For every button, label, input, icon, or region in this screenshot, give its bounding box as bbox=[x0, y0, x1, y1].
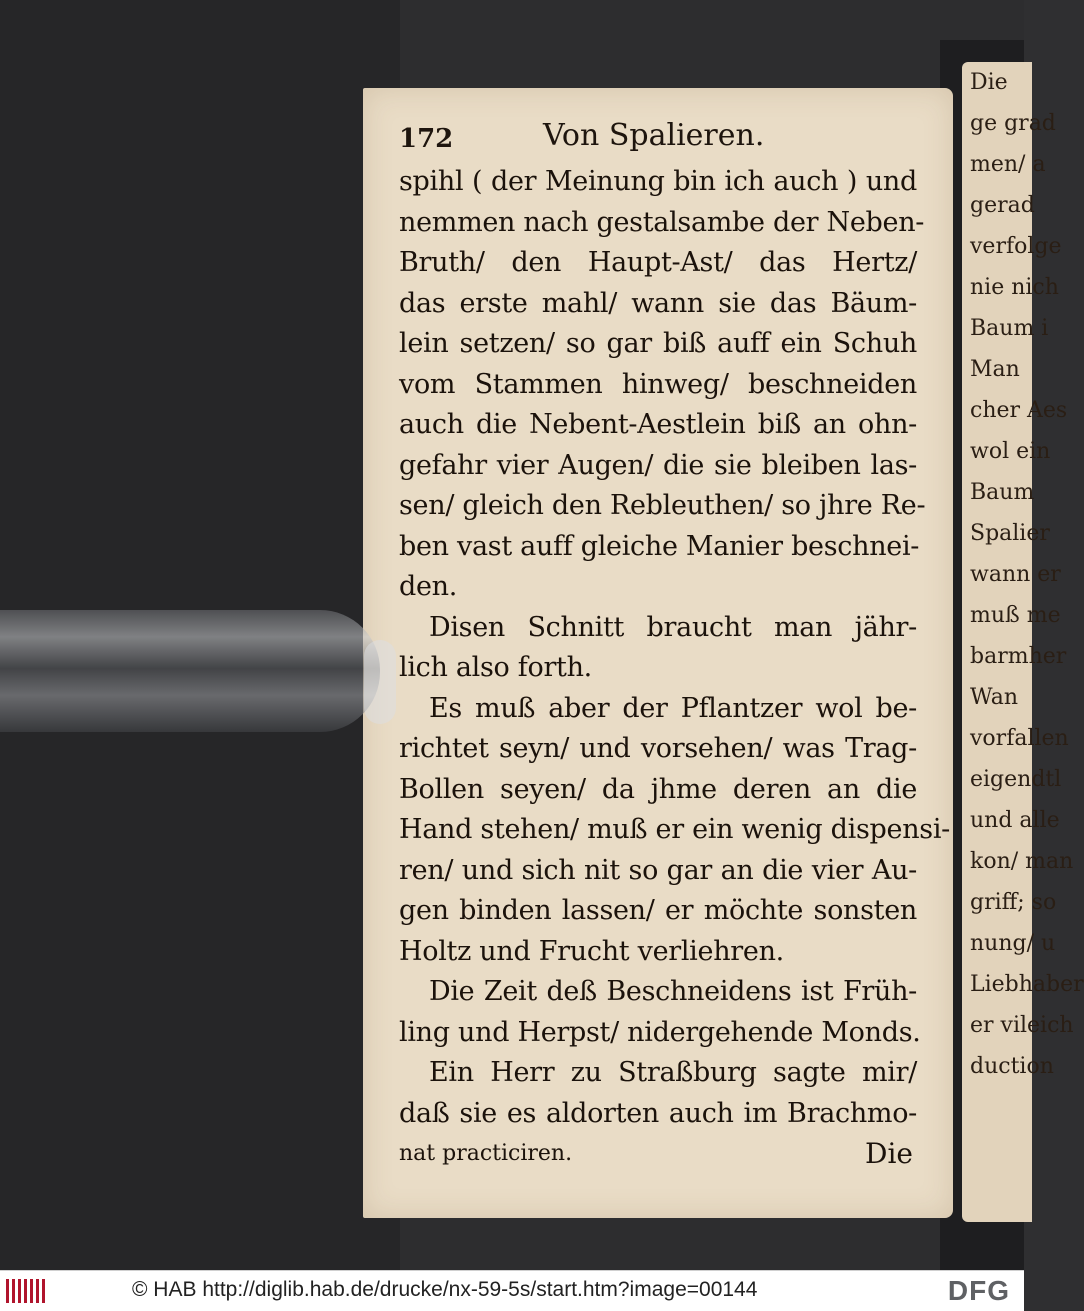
text-line: gen binden lassen/ er möchte sonsten bbox=[399, 895, 917, 926]
text-line: ling und Herpst/ nidergehende Monds. bbox=[399, 1016, 921, 1048]
dfg-logo[interactable]: DFG bbox=[947, 1275, 1010, 1306]
text-line: richtet seyn/ und vorsehen/ was Trag- bbox=[399, 733, 917, 764]
facing-line: und alle bbox=[970, 808, 1060, 833]
facing-line: men/ a bbox=[970, 152, 1046, 177]
text-line: den. bbox=[399, 571, 458, 602]
text-line: gefahr vier Augen/ die sie bleiben las- bbox=[399, 449, 917, 481]
page-number: 172 bbox=[399, 124, 454, 154]
facing-line: verfolge bbox=[970, 234, 1062, 259]
text-line: Bollen seyen/ da jhme deren an die bbox=[399, 773, 917, 805]
text-line: Es muß aber der Pflantzer wol be- bbox=[429, 692, 917, 724]
viewer-footer bbox=[0, 1270, 1024, 1311]
text-line: ren/ und sich nit so gar an die vier Au- bbox=[399, 854, 917, 886]
running-head bbox=[399, 118, 917, 162]
catchword: Die bbox=[865, 1137, 913, 1170]
hab-logo-icon[interactable] bbox=[6, 1279, 46, 1303]
facing-line: cher Aes bbox=[970, 398, 1068, 423]
facing-line: wol ein bbox=[970, 439, 1051, 464]
facing-line: kon/ man bbox=[970, 849, 1074, 874]
text-line: Disen Schnitt braucht man jähr- bbox=[429, 611, 917, 643]
text-line: spihl ( der Meinung bin ich auch ) und bbox=[399, 166, 917, 197]
facing-line: Man bbox=[970, 357, 1020, 382]
catchword-row bbox=[399, 1134, 917, 1174]
text-line: sen/ gleich den Rebleuthen/ so jhre Re- bbox=[399, 490, 926, 521]
page-holder-clip bbox=[0, 610, 380, 732]
facing-line: griff; so bbox=[970, 890, 1057, 915]
facing-line: Baum bbox=[970, 480, 1035, 505]
facing-line: Wan bbox=[970, 685, 1018, 710]
facing-line: muß me bbox=[970, 603, 1061, 628]
text-line: lich also forth. bbox=[399, 652, 592, 683]
running-head-title: Von Spalieren. bbox=[543, 118, 765, 153]
last-line: nat practiciren. bbox=[399, 1141, 573, 1166]
facing-line: duction bbox=[970, 1054, 1054, 1079]
text-line: auch die Nebent-Aestlein biß an ohn- bbox=[399, 409, 917, 440]
facing-line: Spalier bbox=[970, 521, 1050, 546]
text-line: nemmen nach gestalsambe der Neben- bbox=[399, 206, 925, 238]
text-line: Bruth/ den Haupt-Ast/ das Hertz/ bbox=[399, 247, 917, 278]
facing-line: eigendtl bbox=[970, 767, 1062, 792]
facing-line: ge grad bbox=[970, 111, 1056, 136]
facing-line: wann er bbox=[970, 562, 1061, 587]
text-line: das erste mahl/ wann sie das Bäum- bbox=[399, 287, 917, 319]
page-holder-clip-tip bbox=[364, 640, 396, 724]
facing-page bbox=[962, 62, 1084, 1222]
text-line: vom Stammen hinweg/ beschneiden bbox=[399, 368, 917, 400]
facing-line: barmher bbox=[970, 644, 1067, 669]
text-line: Ein Herr zu Straßburg sagte mir/ bbox=[429, 1057, 917, 1088]
facing-line: gerad bbox=[970, 193, 1035, 218]
facing-line: nung/ u bbox=[970, 931, 1056, 956]
facing-line: Die bbox=[970, 70, 1008, 95]
text-line: ben vast auff gleiche Manier beschnei- bbox=[399, 530, 920, 562]
facing-line: nie nich bbox=[970, 275, 1059, 300]
copyright-link[interactable]: © HAB http://diglib.hab.de/drucke/nx-59-5s/start.htm?image=00144 bbox=[132, 1278, 758, 1301]
text-line: Die Zeit deß Beschneidens ist Früh- bbox=[429, 976, 917, 1007]
text-line: lein setzen/ so gar biß auff ein Schuh bbox=[399, 328, 917, 359]
text-line: daß sie es aldorten auch im Brachmo- bbox=[399, 1097, 917, 1129]
text-line: Hand stehen/ muß er ein wenig dispensi- bbox=[399, 814, 951, 845]
facing-line: er vileich bbox=[970, 1013, 1074, 1038]
facing-line: Liebhaber bbox=[970, 972, 1084, 997]
page-text-block bbox=[399, 118, 951, 1174]
facing-line: vorfallen bbox=[970, 726, 1069, 751]
facing-line: Baum i bbox=[970, 316, 1049, 341]
book-page bbox=[363, 88, 953, 1218]
text-line: Holtz und Frucht verliehren. bbox=[399, 935, 784, 967]
